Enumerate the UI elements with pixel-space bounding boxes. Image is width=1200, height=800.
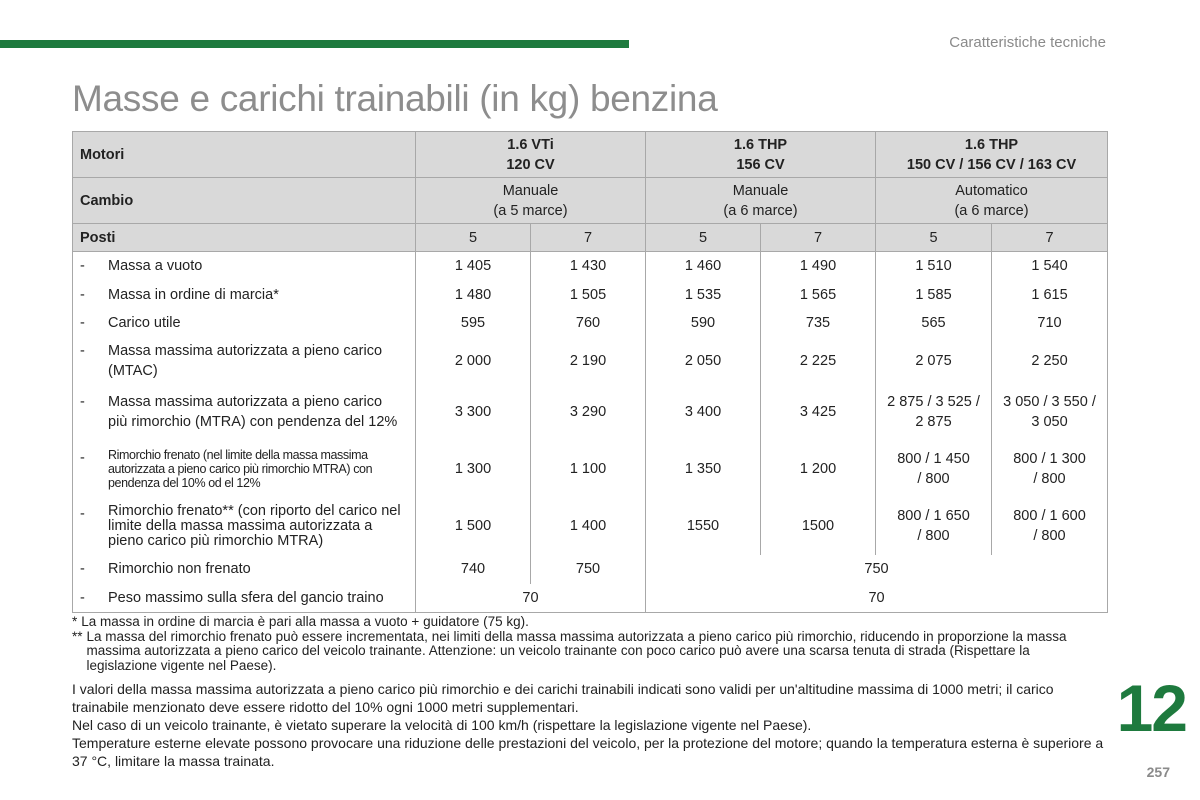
- engine-power: 120 CV: [506, 156, 555, 173]
- seats-cell: 7: [761, 224, 876, 252]
- gearbox-1: [416, 178, 646, 224]
- table-row: [73, 252, 1108, 281]
- value-cell: 2 190: [531, 338, 646, 384]
- row-label: [73, 338, 416, 384]
- value-cell: 1 500: [416, 498, 531, 555]
- footnote-2: [72, 630, 1102, 674]
- note-paragraph: I valori della massa massima autorizzata a pieno carico più rimorchio e dei carichi trainabili indicati sono validi per un'altitudine massima di 1000 metri; il carico trainabile menzionato deve essere ridotto del 10% ogni 1000 metri supplementari.: [72, 681, 1054, 715]
- engine-2: [646, 132, 876, 178]
- row-label-line: Massa massima autorizzata a pieno carico: [108, 394, 383, 410]
- seats-cell: 5: [876, 224, 992, 252]
- value-cell: 2 250: [992, 338, 1108, 384]
- value-cell: 1 480: [416, 281, 531, 309]
- notes: [72, 680, 1107, 770]
- value-cell: 1 565: [761, 281, 876, 309]
- seats-cell: 7: [531, 224, 646, 252]
- value-cell: 1 540: [992, 252, 1108, 281]
- engine-name: 1.6 THP: [964, 136, 1019, 153]
- chapter-number: 12: [1116, 671, 1186, 745]
- row-label-text: Rimorchio non frenato: [108, 561, 251, 577]
- value-cell: 1500: [761, 498, 876, 555]
- table-row: [73, 281, 1108, 309]
- row-dash: -: [80, 505, 85, 522]
- value-cell: 1550: [646, 498, 761, 555]
- value-line: 2 875 / 3 525 /: [887, 394, 980, 410]
- value-cell: 3 400: [646, 384, 761, 441]
- value-line: 800 / 1 450: [897, 451, 970, 467]
- value-cell: 1 200: [761, 441, 876, 498]
- footnote-text: La massa in ordine di marcia è pari alla massa a vuoto + guidatore (75 kg).: [81, 614, 529, 629]
- row-label: [73, 441, 416, 498]
- table-row: [73, 441, 1108, 498]
- row-label-text: Massa a vuoto: [108, 258, 203, 275]
- merged-value-cell: 70: [646, 584, 1108, 613]
- value-cell: 1 505: [531, 281, 646, 309]
- engine-name: 1.6 VTi: [507, 136, 554, 153]
- header-accent-bar: [0, 40, 629, 48]
- engine-power: 150 CV / 156 CV / 163 CV: [906, 156, 1077, 173]
- value-cell: 735: [761, 309, 876, 338]
- value-cell: 1 490: [761, 252, 876, 281]
- value-cell: 2 000: [416, 338, 531, 384]
- footnote-text: La massa del rimorchio frenato può essere incrementata, nei limiti della massa massima autorizzata a pieno carico più rimorchio, riducendo in proporzione la massa massima autorizzata a pieno carico del veicolo trainante. Attenzione: un veicolo trainante con poco carico può avere una scarsa tenuta di strada (Rispettare la legislazione vigente nel Paese).: [86, 628, 1067, 673]
- value-cell: 710: [992, 309, 1108, 338]
- page-number: 257: [1146, 764, 1170, 780]
- value-cell: 1 405: [416, 252, 531, 281]
- value-cell: 1 100: [531, 441, 646, 498]
- value-line: 800 / 1 300: [1013, 451, 1086, 467]
- seats-cell: 5: [646, 224, 761, 252]
- row-label: [73, 555, 416, 584]
- value-cell: 1 510: [876, 252, 992, 281]
- value-cell: 750: [531, 555, 646, 584]
- row-label: [73, 309, 416, 338]
- value-cell: 2 050: [646, 338, 761, 384]
- value-line: 3 050: [1031, 414, 1068, 430]
- row-dash: -: [80, 286, 85, 303]
- gearbox-speeds: (a 6 marce): [723, 202, 798, 219]
- value-cell: 1 400: [531, 498, 646, 555]
- value-cell: 740: [416, 555, 531, 584]
- page-title: Masse e carichi trainabili (in kg) benzina: [72, 78, 718, 119]
- footnote-mark: *: [72, 614, 78, 629]
- merged-value-cell: 750: [646, 555, 1108, 584]
- value-cell: 2 225: [761, 338, 876, 384]
- row-label: [73, 281, 416, 309]
- row-dash: -: [80, 561, 85, 577]
- footnotes: [72, 615, 1102, 673]
- value-cell: 1 615: [992, 281, 1108, 309]
- value-cell: [876, 384, 992, 441]
- gearbox-type: Manuale: [732, 182, 789, 199]
- value-cell: 760: [531, 309, 646, 338]
- row-dash: -: [80, 450, 85, 466]
- row-label-text: Rimorchio frenato (nel limite della massa massima autorizzata a pieno carico più rimorchio MTRA) con pendenza del 10% od el 12%: [108, 448, 373, 490]
- note-paragraph: Nel caso di un veicolo trainante, è vietato superare la velocità di 100 km/h (rispettare la legislazione vigente nel Paese).: [72, 717, 812, 733]
- value-cell: 3 425: [761, 384, 876, 441]
- value-cell: 3 290: [531, 384, 646, 441]
- value-cell: [876, 441, 992, 498]
- value-cell: 1 460: [646, 252, 761, 281]
- value-cell: 590: [646, 309, 761, 338]
- value-cell: [876, 498, 992, 555]
- row-dash: -: [80, 394, 85, 410]
- row-label-text: Massa in ordine di marcia*: [108, 286, 279, 303]
- value-cell: [992, 441, 1108, 498]
- seats-header-row: [73, 224, 1108, 252]
- gearbox-header-row: [73, 178, 1108, 224]
- footnote-mark: **: [72, 628, 83, 644]
- merged-value-cell: 70: [416, 584, 646, 613]
- value-cell: [992, 384, 1108, 441]
- value-cell: [992, 498, 1108, 555]
- table-row: [73, 384, 1108, 441]
- motori-label: Motori: [73, 132, 416, 178]
- gearbox-type: Manuale: [502, 182, 559, 199]
- table-row: [73, 498, 1108, 555]
- table-row: [73, 584, 1108, 613]
- engine-power: 156 CV: [736, 156, 785, 173]
- seats-cell: 7: [992, 224, 1108, 252]
- table-row: [73, 555, 1108, 584]
- table-row: [73, 338, 1108, 384]
- gearbox-speeds: (a 6 marce): [954, 202, 1029, 219]
- value-cell: 1 535: [646, 281, 761, 309]
- value-cell: 3 300: [416, 384, 531, 441]
- cambio-label: Cambio: [73, 178, 416, 224]
- value-line: / 800: [1033, 471, 1066, 487]
- section-label: Caratteristiche tecniche: [949, 34, 1106, 51]
- row-label-line: più rimorchio (MTRA) con pendenza del 12%: [108, 414, 398, 430]
- row-label: [73, 498, 416, 555]
- value-cell: 1 430: [531, 252, 646, 281]
- value-cell: 565: [876, 309, 992, 338]
- note-paragraph: Temperature esterne elevate possono provocare una riduzione delle prestazioni del veicolo, per la protezione del motore; quando la temperatura esterna è superiore a 37 °C, limitare la massa trainata.: [72, 735, 1104, 769]
- engines-header-row: [73, 132, 1108, 178]
- value-line: 3 050 / 3 550 /: [1003, 394, 1096, 410]
- row-dash: -: [80, 258, 85, 275]
- row-dash: -: [80, 589, 85, 606]
- gearbox-2: [646, 178, 876, 224]
- specs-table: [72, 131, 1108, 613]
- row-label-line: Massa massima autorizzata a pieno carico: [108, 342, 383, 359]
- row-label-line: (MTAC): [108, 362, 158, 379]
- gearbox-3: [876, 178, 1108, 224]
- row-label-text: Rimorchio frenato** (con riporto del carico nel limite della massa massima autorizzata a pieno carico più rimorchio MTRA): [108, 502, 401, 549]
- engine-3: [876, 132, 1108, 178]
- gearbox-type: Automatico: [955, 182, 1028, 199]
- value-line: / 800: [1033, 528, 1066, 544]
- row-dash: -: [80, 315, 85, 331]
- row-label: [73, 584, 416, 613]
- value-cell: 1 585: [876, 281, 992, 309]
- seats-cell: 5: [416, 224, 531, 252]
- value-line: / 800: [917, 471, 950, 487]
- value-cell: 2 075: [876, 338, 992, 384]
- value-cell: 1 300: [416, 441, 531, 498]
- engine-name: 1.6 THP: [733, 136, 788, 153]
- posti-label: Posti: [73, 224, 416, 252]
- row-label: [73, 252, 416, 281]
- row-label-text: Carico utile: [108, 315, 181, 331]
- value-line: 800 / 1 600: [1013, 508, 1086, 524]
- engine-1: [416, 132, 646, 178]
- table-row: [73, 309, 1108, 338]
- row-dash: -: [80, 342, 85, 359]
- value-cell: 595: [416, 309, 531, 338]
- value-line: 2 875: [915, 414, 952, 430]
- row-label-text: Peso massimo sulla sfera del gancio traino: [108, 589, 384, 606]
- row-label: [73, 384, 416, 441]
- gearbox-speeds: (a 5 marce): [493, 202, 568, 219]
- value-line: / 800: [917, 528, 950, 544]
- value-line: 800 / 1 650: [897, 508, 970, 524]
- value-cell: 1 350: [646, 441, 761, 498]
- footnote-1: [72, 615, 1102, 630]
